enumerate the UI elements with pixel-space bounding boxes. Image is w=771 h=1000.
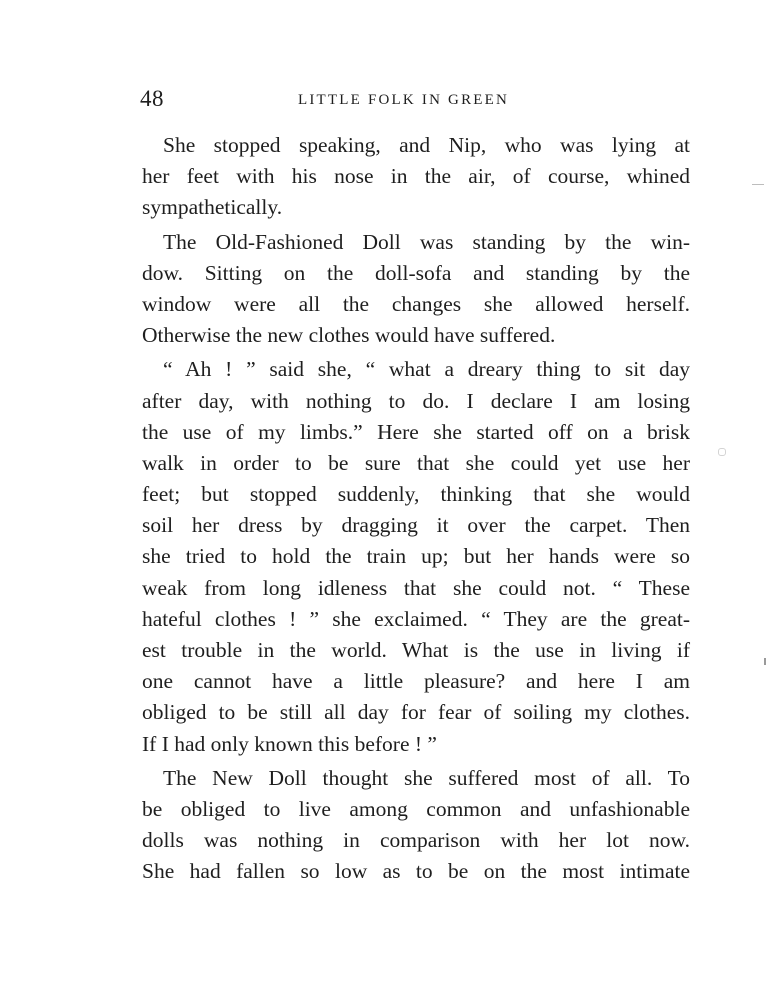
text-line: hateful clothes ! ” she exclaimed. “ They are the great- (142, 606, 690, 631)
text-line: dow. Sitting on the doll-sofa and standing by the (142, 260, 690, 285)
paragraph (142, 763, 690, 888)
paragraph (142, 130, 690, 224)
text-line: the use of my limbs.” Here she started off on a brisk (142, 419, 690, 444)
text-line: walk in order to be sure that she could yet use her (142, 450, 690, 475)
paragraph (142, 354, 690, 759)
text-line: Otherwise the new clothes would have suffered. (142, 323, 556, 348)
text-line: sympathetically. (142, 195, 283, 220)
body-text (142, 130, 690, 888)
text-line: The Old-Fashioned Doll was standing by the win- (163, 229, 690, 254)
margin-mark (752, 184, 764, 185)
text-line: she tried to hold the train up; but her hands were so (142, 544, 690, 569)
text-line: weak from long idleness that she could not. “ These (142, 575, 690, 600)
paragraph (142, 227, 690, 352)
text-line: The New Doll thought she suffered most of all. To (163, 765, 690, 790)
running-title: LITTLE FOLK IN GREEN (298, 92, 510, 108)
text-line: She had fallen so low as to be on the most intimate (142, 859, 690, 884)
text-line: dolls was nothing in comparison with her lot now. (142, 828, 690, 853)
page-header (140, 86, 690, 116)
text-line: one cannot have a little pleasure? and here I am (142, 669, 690, 694)
text-line: soil her dress by dragging it over the carpet. Then (142, 513, 690, 538)
text-line: window were all the changes she allowed herself. (142, 291, 690, 316)
text-line: If I had only known this before ! ” (142, 731, 437, 756)
text-line: be obliged to live among common and unfashionable (142, 796, 690, 821)
text-line: her feet with his nose in the air, of course, whined (142, 164, 690, 189)
page-number: 48 (140, 86, 164, 111)
text-line: “ Ah ! ” said she, “ what a dreary thing to sit day (163, 357, 690, 382)
margin-mark (718, 448, 726, 456)
text-line: feet; but stopped suddenly, thinking that she would (142, 482, 690, 507)
text-line: She stopped speaking, and Nip, who was lying at (163, 133, 690, 157)
text-line: est trouble in the world. What is the use in living if (142, 638, 690, 662)
text-line: obliged to be still all day for fear of soiling my clothes. (142, 700, 690, 725)
text-line: after day, with nothing to do. I declare I am losing (142, 388, 690, 413)
margin-mark (764, 658, 766, 665)
